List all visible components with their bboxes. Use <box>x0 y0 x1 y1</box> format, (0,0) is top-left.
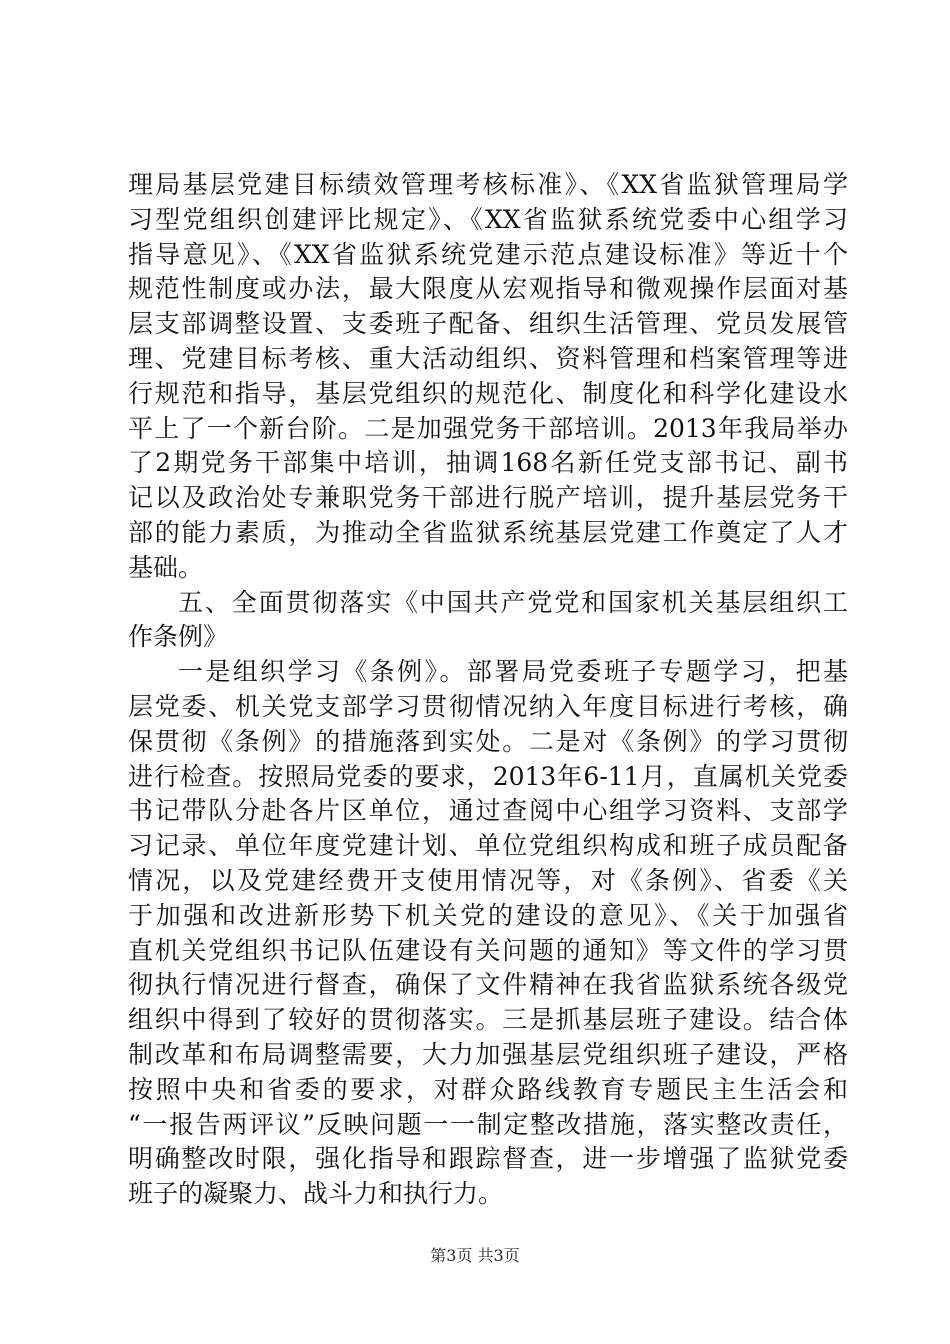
text-line: 书记带队分赴各片区单位，通过查阅中心组学习资料、支部学 <box>128 796 848 826</box>
text-line: 基础。 <box>128 552 204 582</box>
page-number-footer: 第3页 共3页 <box>430 1246 520 1265</box>
text-line: 按照中央和省委的要求，对群众路线教育专题民主生活会和 <box>128 1074 848 1104</box>
text-line: 习记录、单位年度党建计划、单位党组织构成和班子成员配备 <box>128 831 848 861</box>
text-line: 制改革和布局调整需要，大力加强基层党组织班子建设，严格 <box>128 1039 848 1069</box>
text-line: 习型党组织创建评比规定》、《XX省监狱系统党委中心组学习 <box>128 204 848 234</box>
text-line: 班子的凝聚力、战斗力和执行力。 <box>128 1179 504 1209</box>
text-line: 作条例》 <box>128 622 229 652</box>
text-line: 指导意见》、《XX省监狱系统党建示范点建设标准》等近十个 <box>128 239 848 269</box>
text-line: 理、党建目标考核、重大活动组织、资料管理和档案管理等进 <box>128 343 848 373</box>
text-line: 一是组织学习《条例》。部署局党委班子专题学习，把基 <box>178 657 848 687</box>
text-line: 于加强和改进新形势下机关党的建设的意见》、《关于加强省 <box>128 900 848 930</box>
text-line: 进行检查。按照局党委的要求，2013年6-11月，直属机关党委 <box>128 761 848 791</box>
text-line: 层支部调整设置、支委班子配备、组织生活管理、党员发展管 <box>128 309 848 339</box>
text-line: 部的能力素质，为推动全省监狱系统基层党建工作奠定了人才 <box>128 517 848 547</box>
text-line: 了2期党务干部集中培训，抽调168名新任党支部书记、副书 <box>128 448 848 478</box>
text-line: 明确整改时限，强化指导和跟踪督查，进一步增强了监狱党委 <box>128 1144 848 1174</box>
text-line: 规范性制度或办法，最大限度从宏观指导和微观操作层面对基 <box>128 274 848 304</box>
text-line: 理局基层党建目标绩效管理考核标准》、《XX省监狱管理局学 <box>128 170 848 199</box>
text-line: 行规范和指导，基层党组织的规范化、制度化和科学化建设水 <box>128 378 848 408</box>
text-line: 层党委、机关党支部学习贯彻情况纳入年度目标进行考核，确 <box>128 691 848 721</box>
text-line: 组织中得到了较好的贯彻落实。三是抓基层班子建设。结合体 <box>128 1005 848 1035</box>
text-line: 记以及政治处专兼职党务干部进行脱产培训，提升基层党务干 <box>128 483 848 513</box>
text-line: 保贯彻《条例》的措施落到实处。二是对《条例》的学习贯彻 <box>128 726 848 756</box>
text-line: 直机关党组织书记队伍建设有关问题的通知》等文件的学习贯 <box>128 935 848 965</box>
text-line: “一报告两评议”反映问题一一制定整改措施，落实整改责任， <box>128 1109 848 1139</box>
text-line: 彻执行情况进行督查，确保了文件精神在我省监狱系统各级党 <box>128 970 848 1000</box>
text-line: 平上了一个新台阶。二是加强党务干部培训。2013年我局举办 <box>128 413 848 443</box>
text-line: 情况，以及党建经费开支使用情况等，对《条例》、省委《关 <box>128 865 848 895</box>
document-body <box>128 168 848 1212</box>
text-line: 五、全面贯彻落实《中国共产党党和国家机关基层组织工 <box>178 587 848 617</box>
